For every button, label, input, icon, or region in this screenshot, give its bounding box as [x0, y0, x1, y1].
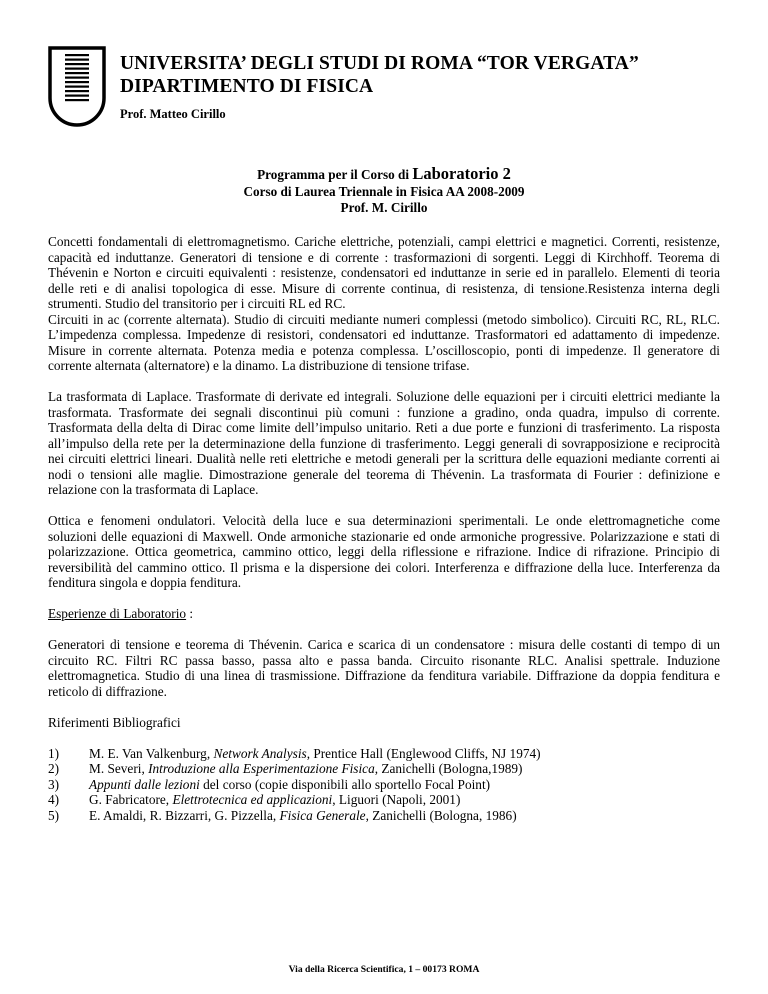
reference-author: E. Amaldi, R. Bizzarri, G. Pizzella, [89, 807, 280, 823]
reference-title: Elettrotecnica ed applicazioni [172, 792, 333, 807]
reference-author: M. E. Van Valkenburg, [89, 745, 214, 761]
course-title-prefix: Programma per il Corso di [257, 167, 413, 182]
reference-number: 3) [48, 776, 60, 792]
lab-section-heading [48, 606, 720, 622]
reference-publisher: , Liguori (Napoli, 2001) [332, 792, 461, 807]
university-logo [48, 46, 106, 128]
reference-number: 4) [48, 792, 60, 807]
course-title: Laboratorio 2 [412, 164, 511, 183]
paragraph-laplace: La trasformata di Laplace. Trasformate di derivate ed integrali. Soluzione delle equazioni per i circuiti elettrici mediante la trasformata. Trasformate dei segnali discontinui più comuni : funzione a gradino, onda quadra, impulso di corrente. Trasformata della delta di Dirac come limite dell’impulso unitario. Reti a due porte e funzioni di trasferimento. La risposta all’impulso della rete per la determinazione della funzione di trasferimento. Leggi generali di sovrapposizione e reciprocità nei circuiti elettrici lineari. Dualità nelle reti elettriche e metodi generali per la scrittura delle equazioni mediante correnti ai nodi o tensioni alle maglie. Dimostrazione generale del teorema di Thévenin. La trasformata di Fourier : definizione e relazione con la trasformata di Laplace. [48, 389, 720, 497]
degree-line: Corso di Laurea Triennale in Fisica AA 2008-2009 [243, 183, 525, 199]
course-heading [0, 166, 768, 217]
reference-publisher: , Zanichelli (Bologna,1989) [374, 761, 523, 776]
reference-list [48, 746, 720, 824]
course-professor: Prof. M. Cirillo [340, 200, 428, 215]
reference-number: 5) [48, 807, 60, 823]
reference-title: Appunti dalle lezioni [89, 776, 200, 792]
reference-publisher: , Prentice Hall (Englewood Cliffs, NJ 1974) [306, 745, 541, 761]
letterhead-title [120, 52, 639, 98]
course-title-line [0, 166, 768, 184]
references-heading: Riferimenti Bibliografici [48, 714, 181, 730]
reference-publisher: del corso (copie disponibili allo sportello Focal Point) [199, 776, 491, 792]
reference-number: 1) [48, 745, 60, 761]
reference-title: Introduzione alla Esperimentazione Fisica [148, 761, 375, 776]
reference-title: Fisica Generale [279, 807, 366, 823]
lab-heading-text: Esperienze di Laboratorio [48, 606, 187, 621]
paragraph-optics: Ottica e fenomeni ondulatori. Velocità della luce e sua determinazioni sperimentali. Le onde elettromagnetiche come soluzioni delle equazioni di Maxwell. Onde armoniche stazionarie ed onde armoniche progressive. Polarizzazione e stati di polarizzazione. Ottica geometrica, cammino ottico, leggi della riflessione e rifrazione. Indice di rifrazione. Principio di reversibilità del cammino ottico. Il prisma e la dispersione dei colori. Interferenza e diffrazione della luce. Interferenza da fenditura singola e doppia fenditura. [48, 513, 720, 590]
syllabus-content [48, 234, 720, 823]
reference-author: G. Fabricatore, [89, 792, 173, 807]
footer-address: Via della Ricerca Scientifica, 1 – 00173 ROMA [288, 964, 480, 975]
letterhead-professor: Prof. Matteo Cirillo [120, 107, 226, 121]
reference-item [48, 761, 720, 777]
paragraph-electromagnetism: Concetti fondamentali di elettromagnetismo. Cariche elettriche, potenziali, campi elettrici e magnetici. Correnti, resistenze, capacità ed induttanze. Generatori di tensione e di corrente : trasformazioni di sorgenti. Leggi di Kirchhoff. Teorema di Thévenin e Norton e circuiti equivalenti : resistenze, condensatori ed induttanze in serie ed in parallelo. Elementi di teoria delle reti e di analisi topologica di esse. Misure di corrente continua, di resistenza, di tensione.Resistenza interna degli strumenti. Studio del transitorio per i circuiti RL ed RC. [48, 234, 720, 311]
reference-publisher: , Zanichelli (Bologna, 1986) [365, 807, 517, 823]
reference-number: 2) [48, 761, 60, 776]
department-name: DIPARTIMENTO DI FISICA [120, 76, 374, 97]
reference-item [48, 792, 720, 808]
reference-item [48, 808, 720, 824]
reference-item [48, 777, 720, 793]
paragraph-lab-experiments: Generatori di tensione e teorema di Thévenin. Carica e scarica di un condensatore : misura delle costanti di tempo di un circuito RC. Filtri RC passa basso, passa alto e passa banda. Circuito risonante RLC. Analisi spettrale. Induzione elettromagnetica. Studio di una linea di trasmissione. Diffrazione da fenditura variabile. Diffrazione da doppia fenditura e reticolo di diffrazione. [48, 637, 720, 699]
university-name: UNIVERSITA’ DEGLI STUDI DI ROMA “TOR VERGATA” [120, 53, 639, 74]
reference-title: Network Analysis [213, 745, 307, 761]
reference-item [48, 746, 720, 762]
paragraph-ac-circuits: Circuiti in ac (corrente alternata). Studio di circuiti mediante numeri complessi (metodo simbolico). Circuiti RC, RL, RLC. L’impedenza complessa. Impedenze di resistori, condensatori ed induttanze. Trasformatori ed adattamento di impedenze. Misure in corrente alternata. Potenza media e potenza complessa. L’oscilloscopio, ponti di impedenze. Il generatore di corrente alternata (alternatore) e la dinamo. La distribuzione di tensione trifase. [48, 311, 720, 373]
lab-heading-colon: : [186, 606, 194, 621]
reference-author: M. Severi, [89, 761, 149, 776]
